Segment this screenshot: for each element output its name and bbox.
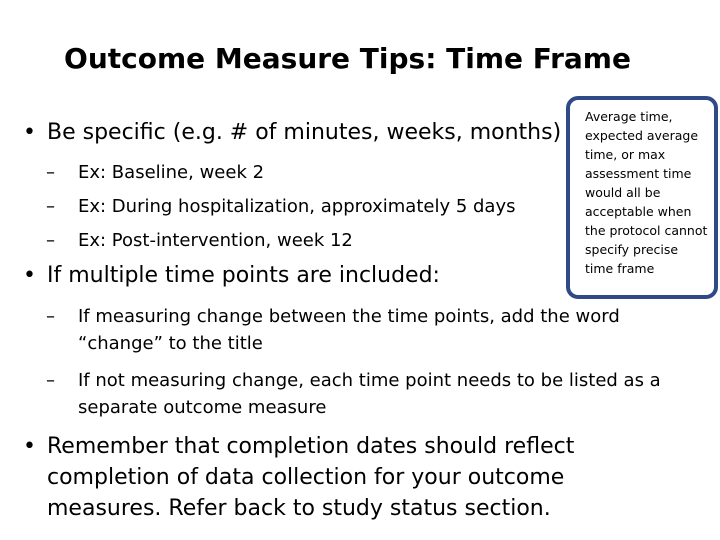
sub-bullet-marker: – xyxy=(46,162,55,183)
sub-bullet-marker: – xyxy=(46,230,55,251)
sub-bullet-text: Ex: Post-intervention, week 12 xyxy=(78,230,353,251)
bullet-text: Remember that completion dates should reflect completion of data collection for your outcome measures. Refer back to study status section. xyxy=(47,434,575,521)
slide-title: Outcome Measure Tips: Time Frame xyxy=(64,42,631,75)
sub-bullet-not-measuring-change xyxy=(46,367,678,421)
bullet-marker: • xyxy=(23,263,36,288)
sub-bullet-marker: – xyxy=(46,370,55,391)
sub-bullet-text: If measuring change between the time points, add the word “change” to the title xyxy=(78,306,620,354)
sub-bullet-text: If not measuring change, each time point needs to be listed as a separate outcome measure xyxy=(78,370,661,418)
sub-bullet-hospitalization xyxy=(46,193,516,220)
sub-bullet-baseline xyxy=(46,159,265,186)
sub-bullet-text: Ex: During hospitalization, approximately 5 days xyxy=(78,196,516,217)
bullet-text: Be specific (e.g. # of minutes, weeks, months) xyxy=(47,120,562,145)
bullet-text: If multiple time points are included: xyxy=(47,263,440,288)
bullet-marker: • xyxy=(23,120,36,145)
callout-note xyxy=(566,96,718,299)
bullet-completion-dates xyxy=(23,431,637,524)
sub-bullet-marker: – xyxy=(46,306,55,327)
sub-bullet-post-intervention xyxy=(46,227,353,254)
sub-bullet-text: Ex: Baseline, week 2 xyxy=(78,162,265,183)
bullet-multiple-time-points xyxy=(23,260,440,291)
callout-text: Average time, expected average time, or max assessment time would all be acceptable when the protocol cannot specify precise time frame xyxy=(585,109,708,276)
bullet-marker: • xyxy=(23,434,36,459)
sub-bullet-marker: – xyxy=(46,196,55,217)
sub-bullet-measuring-change xyxy=(46,303,638,357)
bullet-be-specific xyxy=(23,117,562,148)
